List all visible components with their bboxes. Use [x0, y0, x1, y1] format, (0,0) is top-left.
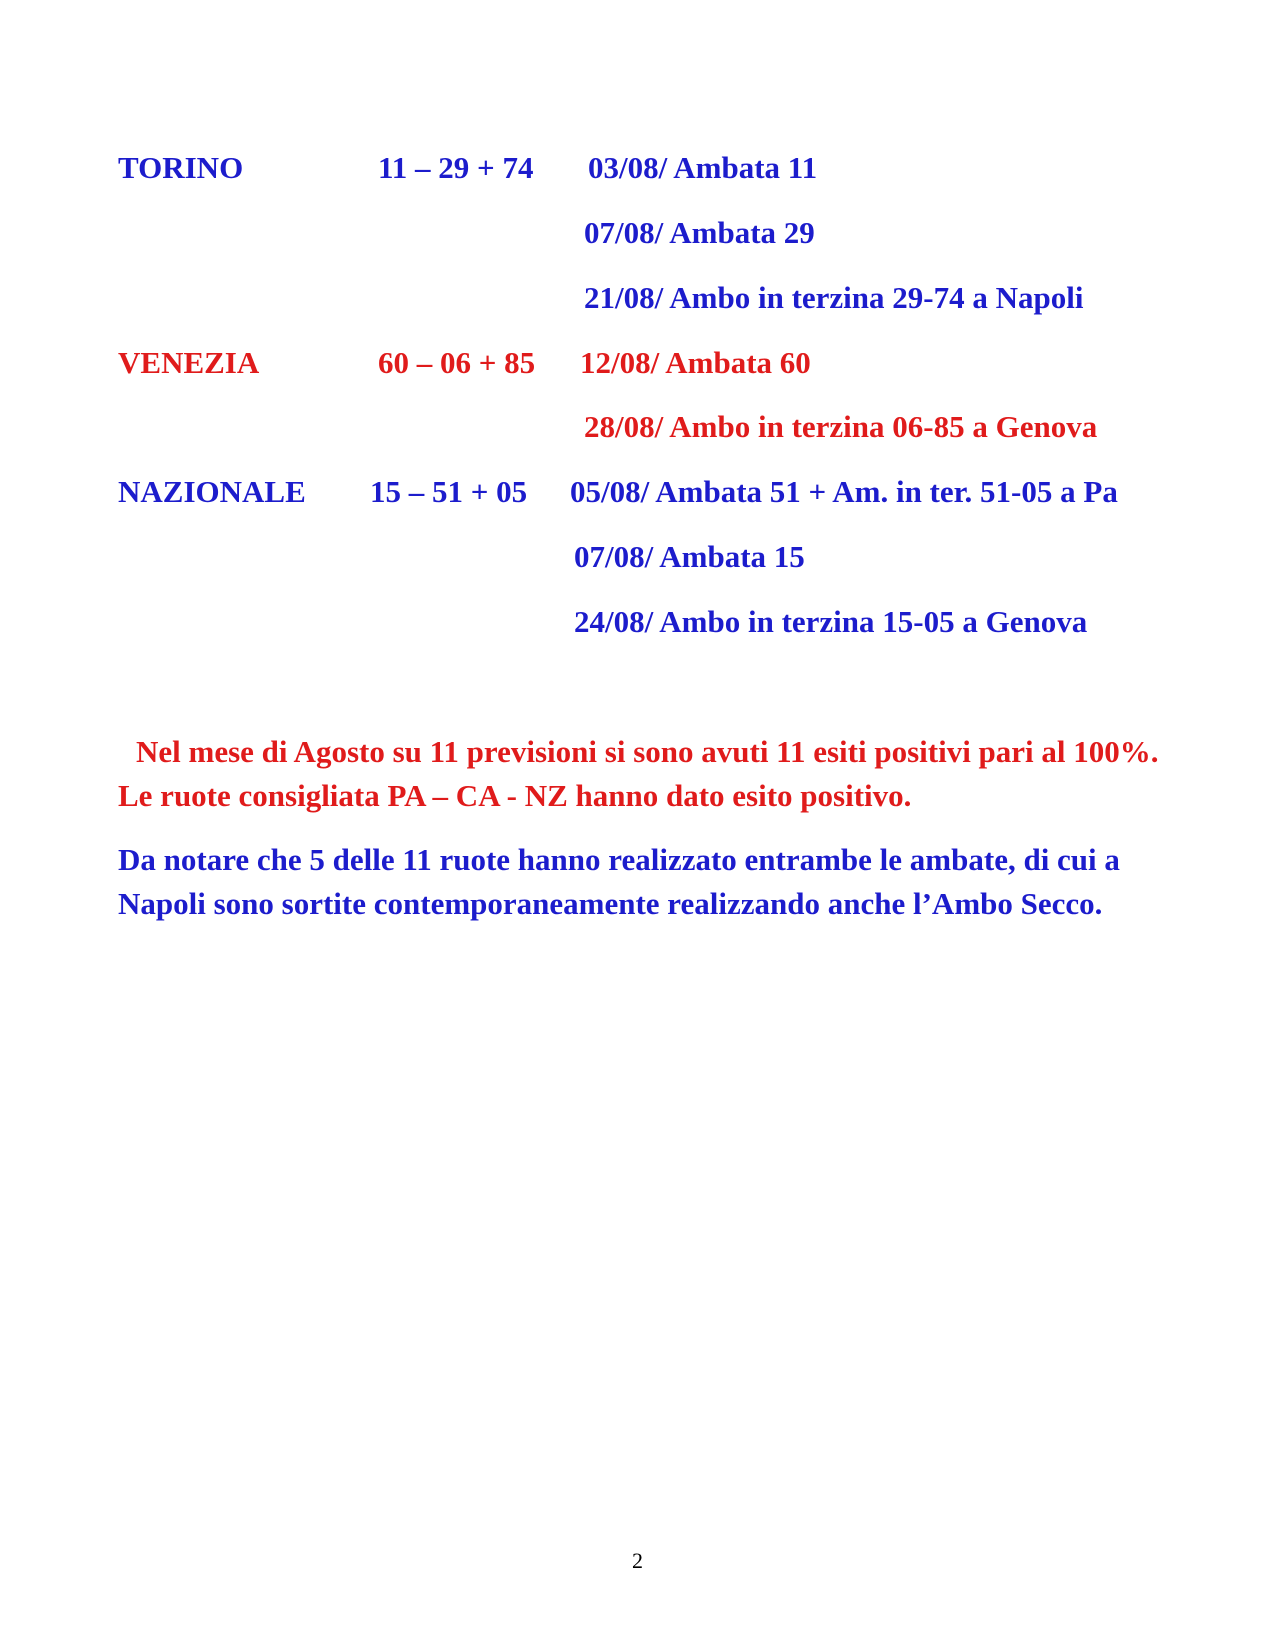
- page-number: 2: [632, 1548, 643, 1573]
- result-venezia-1: 12/08/ Ambata 60: [580, 345, 811, 380]
- result-nazionale-2: 07/08/ Ambata 15: [574, 539, 805, 574]
- result-torino-1: 03/08/ Ambata 11: [588, 150, 818, 185]
- summary-red-paragraph: Nel mese di Agosto su 11 previsioni si sono avuti 11 esiti positivi pari al 100%. Le ruote consigliata PA – CA - NZ hanno dato esito positivo.: [118, 734, 1159, 813]
- wheel-numbers-venezia: 60 – 06 + 85: [378, 345, 536, 380]
- wheel-name-venezia: VENEZIA: [118, 345, 260, 380]
- wheel-numbers-nazionale: 15 – 51 + 05: [370, 474, 528, 509]
- wheel-numbers-torino: 11 – 29 + 74: [378, 150, 534, 185]
- summary-blue-paragraph: Da notare che 5 delle 11 ruote hanno realizzato entrambe le ambate, di cui a Napoli sono sortite contemporaneamente realizzando anche l’Ambo Secco.: [118, 842, 1120, 921]
- result-nazionale-1: 05/08/ Ambata 51 + Am. in ter. 51-05 a Pa: [570, 474, 1118, 509]
- wheel-name-nazionale: NAZIONALE: [118, 474, 306, 509]
- result-nazionale-3: 24/08/ Ambo in terzina 15-05 a Genova: [574, 604, 1088, 639]
- result-venezia-2: 28/08/ Ambo in terzina 06-85 a Genova: [584, 409, 1098, 444]
- wheel-name-torino: TORINO: [118, 150, 244, 185]
- result-torino-3: 21/08/ Ambo in terzina 29-74 a Napoli: [584, 280, 1084, 315]
- result-torino-2: 07/08/ Ambata 29: [584, 215, 815, 250]
